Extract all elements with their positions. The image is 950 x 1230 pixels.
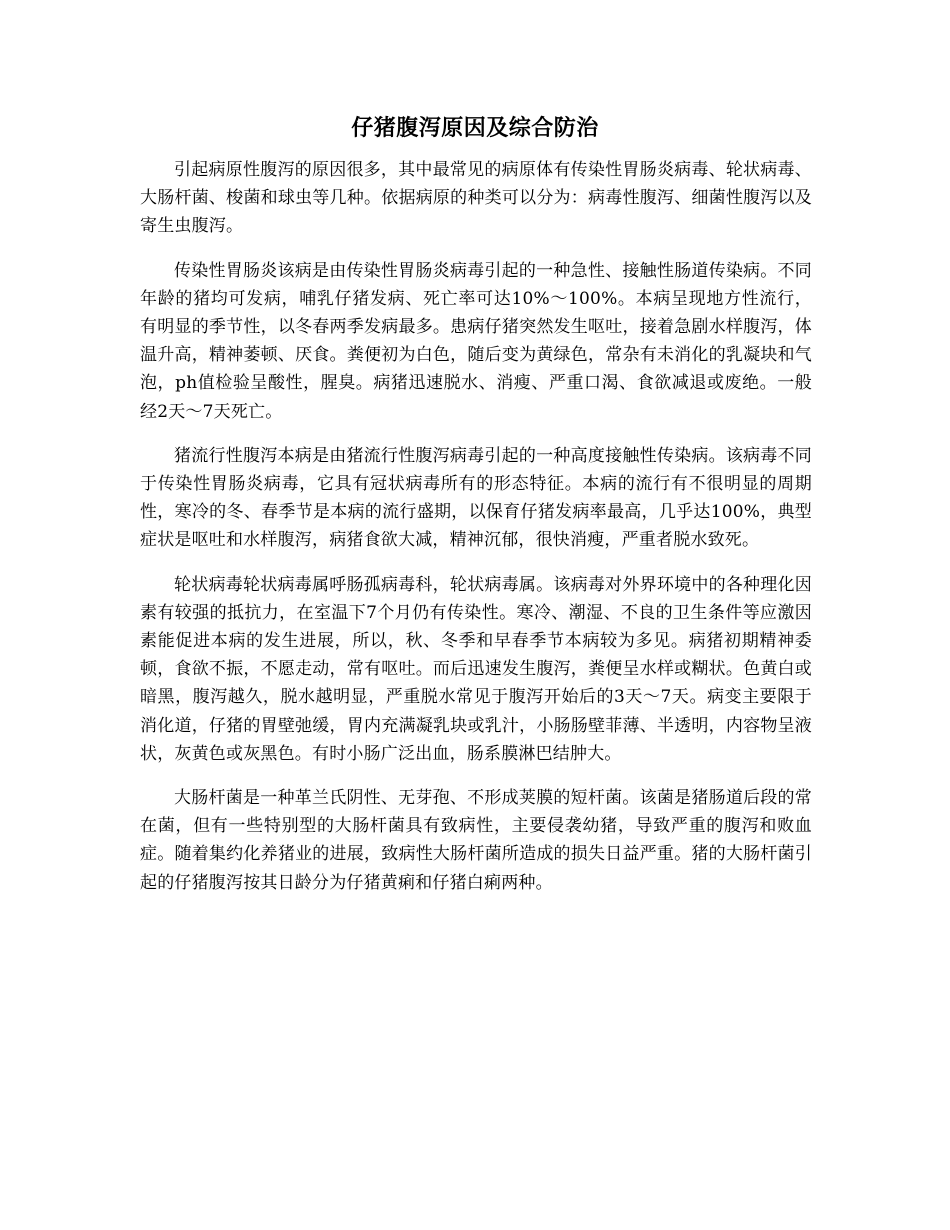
document-body: [140, 156, 812, 913]
paragraph-transmissible-gastroenteritis: 传染性胃肠炎该病是由传染性胃肠炎病毒引起的一种急性、接触性肠道传染病。不同年龄的猪均可发病，哺乳仔猪发病、死亡率可达10%～100%。本病呈现地方性流行，有明显的季节性，以冬春两季发病最多。患病仔猪突然发生呕吐，接着急剧水样腹泻，体温升高，精神萎顿、厌食。粪便初为白色，随后变为黄绿色，常杂有未消化的乳凝块和气泡，ph值检验呈酸性，腥臭。病猪迅速脱水、消瘦、严重口渴、食欲减退或废绝。一般经2天～7天死亡。: [140, 260, 812, 422]
paragraph-rotavirus: 轮状病毒轮状病毒属呼肠孤病毒科，轮状病毒属。该病毒对外界环境中的各种理化因素有较强的抵抗力，在室温下7个月仍有传染性。寒冷、潮湿、不良的卫生条件等应激因素能促进本病的发生进展，所以，秋、冬季和早春季节本病较为多见。病猪初期精神委顿，食欲不振，不愿走动，常有呕吐。而后迅速发生腹泻，粪便呈水样或糊状。色黄白或暗黑，腹泻越久，脱水越明显，严重脱水常见于腹泻开始后的3天～7天。病变主要限于消化道，仔猪的胃壁弛缓，胃内充满凝乳块或乳汁，小肠肠壁菲薄、半透明，内容物呈液状，灰黄色或灰黑色。有时小肠广泛出血，肠系膜淋巴结肿大。: [140, 574, 812, 764]
paragraph-causes-overview: 引起病原性腹泻的原因很多，其中最常见的病原体有传染性胃肠炎病毒、轮状病毒、大肠杆菌、梭菌和球虫等几种。依据病原的种类可以分为：病毒性腹泻、细菌性腹泻以及寄生虫腹泻。: [140, 160, 812, 237]
document-title: 仔猪腹泻原因及综合防治: [351, 115, 599, 141]
paragraph-epidemic-diarrhea: 猪流行性腹泻本病是由猪流行性腹泻病毒引起的一种高度接触性传染病。该病毒不同于传染性胃肠炎病毒，它具有冠状病毒所有的形态特征。本病的流行有不很明显的周期性，寒冷的冬、春季节是本病的流行盛期，以保育仔猪发病率最高，几乎达100%，典型症状是呕吐和水样腹泻，病猪食欲大减，精神沉郁，很快消瘦，严重者脱水致死。: [140, 445, 812, 551]
paragraph-e-coli: 大肠杆菌是一种革兰氏阴性、无芽孢、不形成荚膜的短杆菌。该菌是猪肠道后段的常在菌，但有一些特别型的大肠杆菌具有致病性，主要侵袭幼猪，导致严重的腹泻和败血症。随着集约化养猪业的进展，致病性大肠杆菌所造成的损失日益严重。猪的大肠杆菌引起的仔猪腹泻按其日龄分为仔猪黄痢和仔猪白痢两种。: [140, 788, 812, 893]
